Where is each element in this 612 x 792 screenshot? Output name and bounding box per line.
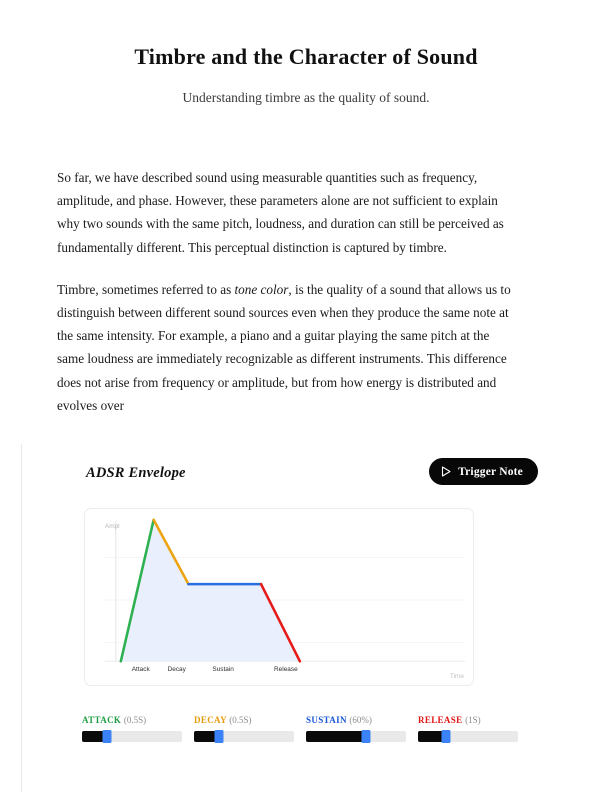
sustain-slider[interactable] [306, 731, 406, 742]
attack-slider-thumb[interactable] [103, 730, 112, 743]
control-decay [194, 715, 294, 742]
adsr-envelope-chart [85, 509, 473, 685]
control-decay-name: DECAY [194, 715, 227, 725]
page-subtitle: Understanding timbre as the quality of sound. [182, 90, 430, 105]
control-attack-name: ATTACK [82, 715, 122, 725]
sustain-slider-thumb[interactable] [362, 730, 371, 743]
x-tick-decay: Decay [167, 666, 186, 674]
control-decay-value: (0.5S) [229, 715, 252, 725]
x-tick-attack: Attack [131, 666, 150, 674]
x-tick-release: Release [274, 666, 298, 674]
play-icon [441, 466, 451, 477]
control-release [418, 715, 518, 742]
paragraph-2-rest: , is the quality of a sound that allows us to distinguish between different sound sources even when they produce the same note at the same intensity. For example, a piano and a guitar playing the same pitch at the same loudness are immediately recognizable as different instruments. This difference does not arise from frequency or amplitude, but from how energy is distributed and evolves over [57, 281, 511, 413]
trigger-note-label: Trigger Note [458, 465, 523, 478]
paragraph-2-lead: Timbre, sometimes referred to as [57, 281, 235, 297]
control-sustain-label [306, 715, 406, 725]
adsr-widget-header [86, 458, 538, 492]
control-release-value: (1S) [465, 715, 481, 725]
control-attack [82, 715, 182, 742]
release-slider[interactable] [418, 731, 518, 742]
control-decay-label [194, 715, 294, 725]
control-sustain [306, 715, 406, 742]
chart-y-axis-label: Ampl [104, 522, 120, 530]
chart-x-ticks [132, 666, 298, 673]
adsr-chart-card[interactable] [84, 508, 474, 686]
paragraph-2 [57, 278, 512, 417]
control-attack-label [82, 715, 182, 725]
paragraph-1: So far, we have described sound using measurable quantities such as frequency, amplitude, and phase. However, these parameters alone are not sufficient to explain why two sounds with the same pitch, loudness, and duration can still be perceived as fundamentally different. This perceptual distinction is captured by timbre. [57, 170, 504, 255]
control-sustain-value: (60%) [349, 715, 372, 725]
trigger-note-button[interactable] [429, 458, 538, 485]
adsr-title: ADSR Envelope [86, 465, 186, 481]
x-tick-sustain: Sustain [212, 666, 234, 674]
adsr-widget [21, 444, 612, 792]
page-title: Timbre and the Character of Sound [134, 44, 478, 69]
control-release-name: RELEASE [418, 715, 463, 725]
article-body [57, 166, 512, 436]
control-sustain-name: SUSTAIN [306, 715, 347, 725]
control-attack-value: (0.5S) [123, 715, 147, 725]
control-release-label [418, 715, 518, 725]
attack-slider[interactable] [82, 731, 182, 742]
adsr-controls [82, 715, 542, 742]
release-slider-thumb[interactable] [442, 730, 451, 743]
decay-slider-thumb[interactable] [215, 730, 224, 743]
chart-x-axis-label: Time [449, 673, 465, 681]
decay-slider[interactable] [194, 731, 294, 742]
sustain-slider-fill [306, 731, 366, 742]
tone-color-emphasis: tone color [234, 281, 289, 297]
